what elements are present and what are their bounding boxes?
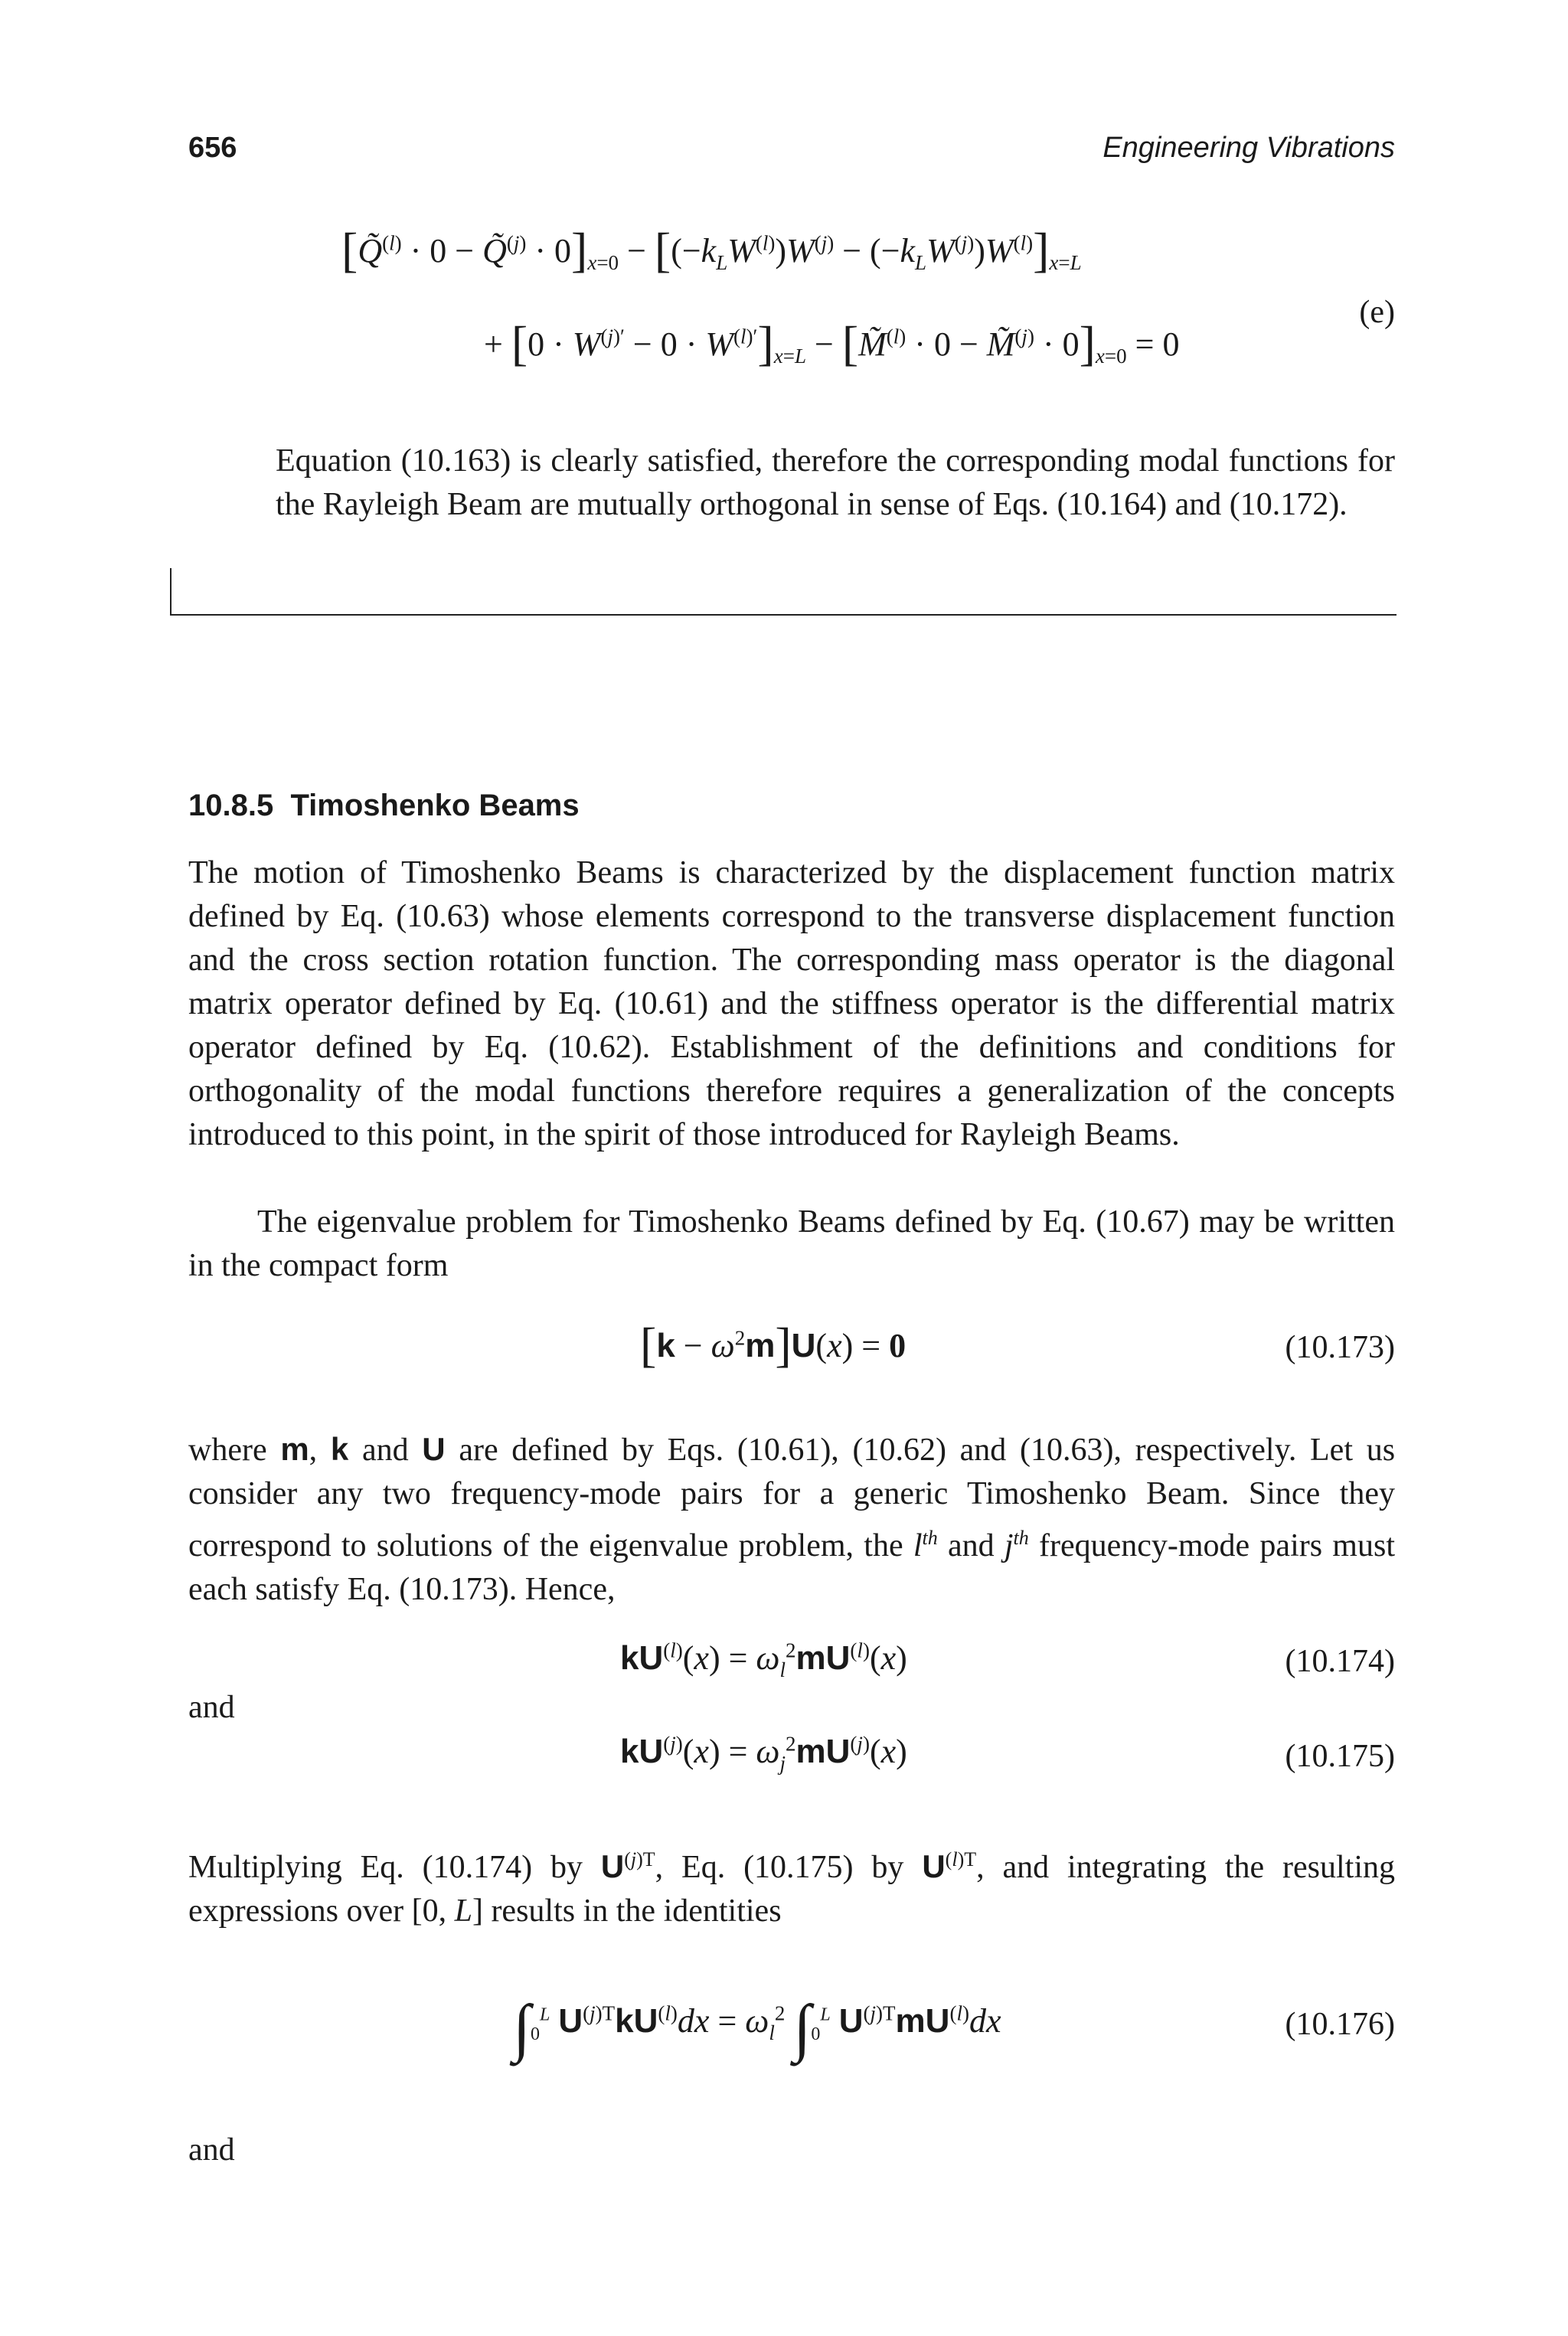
running-title: Engineering Vibrations — [1102, 132, 1395, 164]
equation-10-176: $\int_0^L$ $U^{(j)T}kU^{(l)}dx = \omega_l^2$ $\int_0^L$ $U^{(j)T}mU^{(l)}dx$ — [513, 1992, 1001, 2063]
paragraph-multiplying: Multiplying Eq. (10.174) by $U^{(j)T}$, Eq. (10.175) by $U^{(l)T}$, and integrating the resulting expressions over [0, L] results in the identities — [188, 1848, 1396, 1929]
page-number: 656 — [188, 132, 237, 164]
equation-10-176-number: (10.176) — [1285, 2007, 1395, 2042]
section-number: 10.8.5 — [188, 789, 274, 822]
paragraph-eigen: The eigenvalue problem for Timoshenko Beams defined by Eq. (10.67) may be written in the compact form — [188, 1204, 1395, 1283]
paragraph-where: where m, k and U are defined by Eqs. (10.61), (10.62) and (10.63), respectively. Let us consider any two frequency-mode pairs for a generic Timoshenko Beam. Since they correspond to solutions of the eigenvalue problem, the $l^{th}$ and $j^{th}$ frequency-mode pairs must each satisfy Eq. (10.173). Hence, — [188, 1431, 1396, 1607]
paragraph-conclusion: Equation (10.163) is clearly satisfied, therefore the corresponding modal functions for the Rayleigh Beam are mutually orthogonal in sense of Eqs. (10.164) and (10.172). — [276, 443, 1395, 522]
equation-10-175-number: (10.175) — [1285, 1739, 1395, 1774]
equation-10-174: $kU^{(l)}(x) = \omega_l^2mU^{(l)}(x)$ — [620, 1638, 907, 1681]
equation-10-173-number: (10.173) — [1285, 1330, 1395, 1365]
connector-and-1: and — [188, 1690, 235, 1725]
connector-and-2: and — [188, 2132, 235, 2168]
section-heading — [188, 789, 580, 823]
equation-10-173: $[k - \omega^2m]U(x) = 0$ — [640, 1318, 906, 1372]
example-end-rule — [170, 568, 1396, 616]
equation-e-line-2: + $[0 \cdot W^{(j)'} - 0 \cdot W^{(l)'}]_{x=L}$ − [M̃$^{(l)}$ · 0 − M̃$^{(j)}$ · $0]_{x=0} = 0$ — [484, 316, 1180, 371]
section-title: Timoshenko Beams — [290, 789, 580, 822]
equation-10-174-number: (10.174) — [1285, 1644, 1395, 1679]
equation-e-line-1: [Q̃$^{(l)}$ · 0 − Q̃$^{(j)}$ · $0]_{x=0} - [(-k_LW^{(l)})W^{(j)} - (-k_LW^{(j)})W^{(l)}]_{x=L}$ — [341, 223, 1082, 277]
paragraph-motion: The motion of Timoshenko Beams is characterized by the displacement function matrix defined by Eq. (10.63) whose elements correspond to the transverse displacement function and the cross section rotation function. The corresponding mass operator is the diagonal matrix operator defined by Eq. (10.61) and the stiffness operator is the differential matrix operator defined by Eq. (10.62). Establishment of the definitions and conditions for orthogonality of the modal functions therefore requires a generalization of the concepts introduced to this point, in the spirit of those introduced for Rayleigh Beams. — [188, 855, 1395, 1152]
equation-10-175: $kU^{(j)}(x) = \omega_j^2mU^{(j)}(x)$ — [620, 1732, 907, 1775]
equation-e-label: (e) — [1359, 295, 1395, 330]
